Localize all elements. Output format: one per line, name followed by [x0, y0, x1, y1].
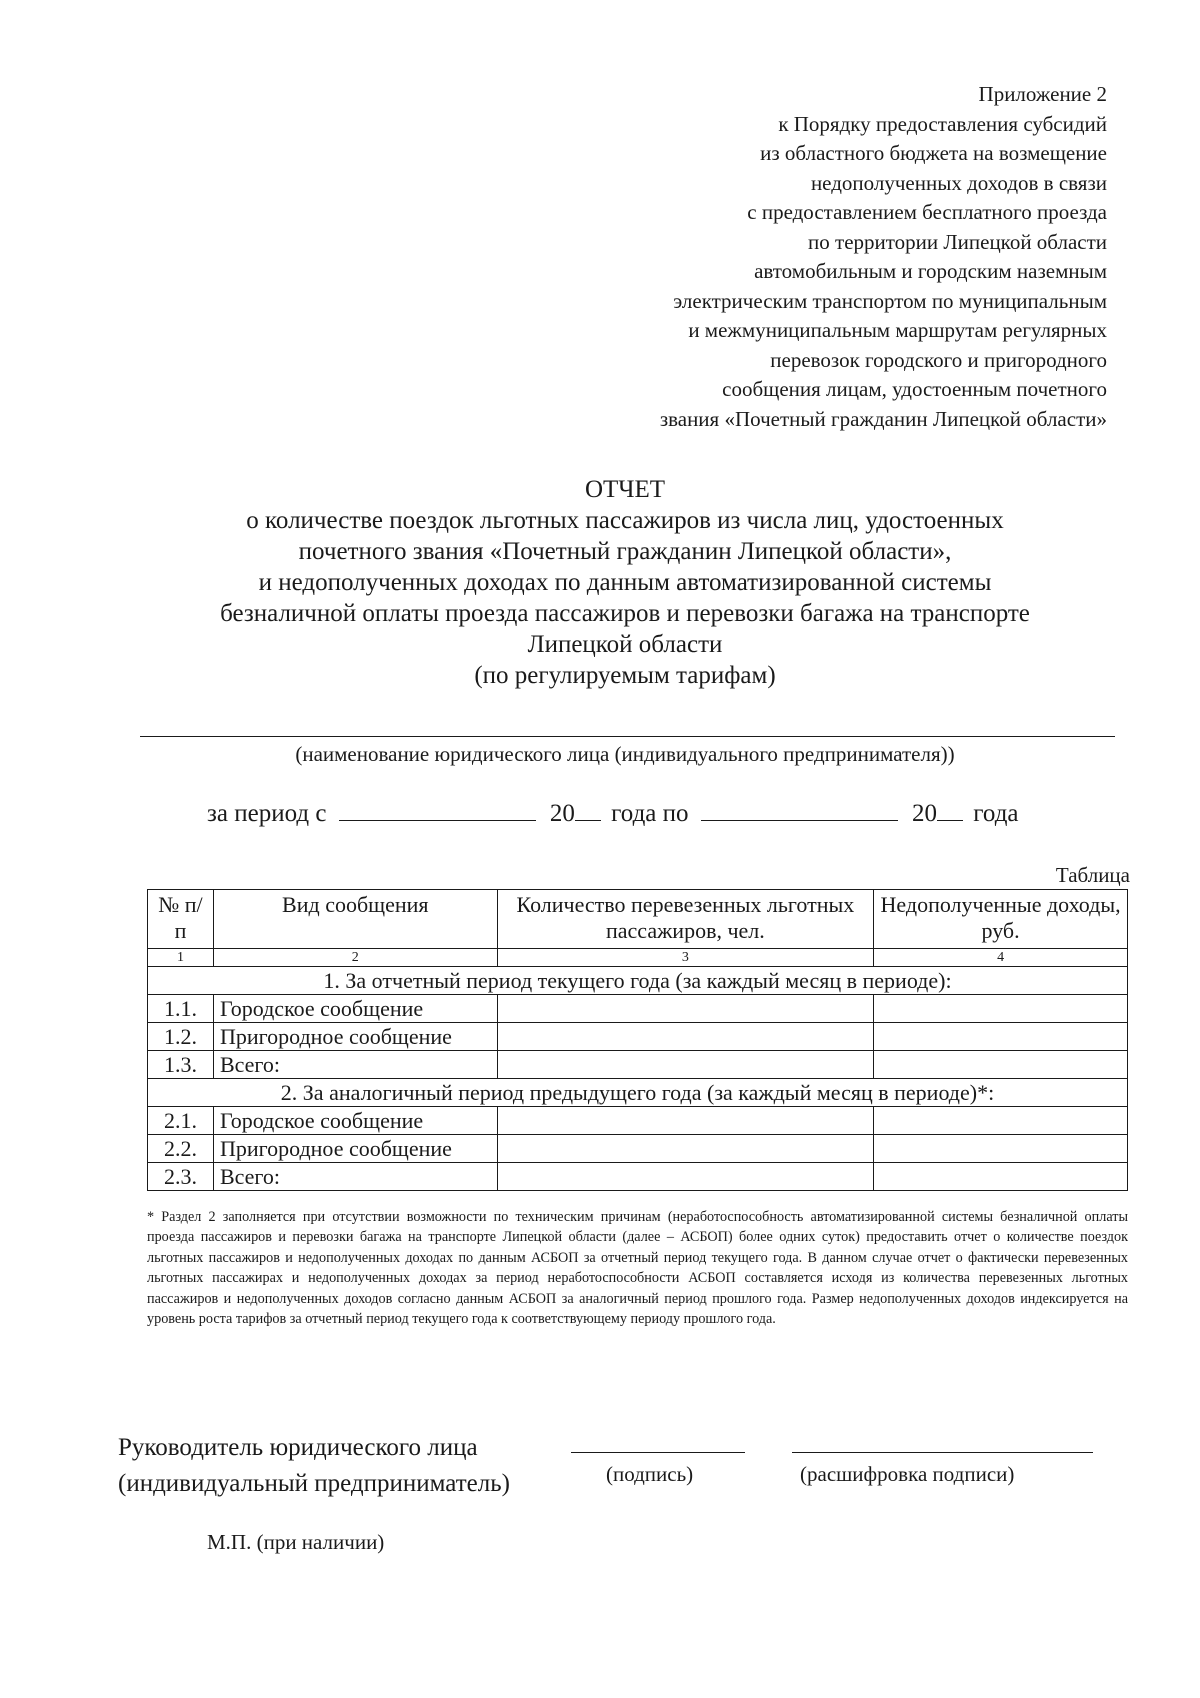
signature-caption: (подпись) [606, 1462, 694, 1486]
lost-income-cell[interactable] [874, 995, 1128, 1023]
report-subtitle-line: и недополученных доходах по данным автоматизированной системы [258, 569, 992, 596]
report-title: ОТЧЕТ [584, 476, 666, 503]
header-type: Вид сообщения [213, 890, 497, 949]
signature-label [118, 1430, 510, 1502]
appendix-line: звания «Почетный гражданин Липецкой области» [659, 406, 1107, 431]
appendix-line: перевозок городского и пригородного [770, 347, 1107, 372]
column-number: 1 [148, 949, 214, 967]
table-header-row [148, 890, 1128, 949]
passengers-cell[interactable] [497, 1163, 874, 1191]
lost-income-cell[interactable] [874, 1023, 1128, 1051]
appendix-line: автомобильным и городским наземным [754, 259, 1107, 283]
lost-income-cell[interactable] [874, 1051, 1128, 1079]
footnote: * Раздел 2 заполняется при отсутствии возможности по техническим причинам (неработоспособность автоматизированной системы безналичной оплаты проезда пассажиров и перевозки багажа на транспорте Липецкой области (далее – АСБОП) более одних суток) предоставить отчет о количестве поездок льготных пассажиров и недополученных доходах по данным АСБОП за отчетный период текущего года. В данном случае отчет о фактически перевезенных льготных пассажирах и недополученных доходах за период неработоспособности АСБОП составляется исходя из количества перевезенных льготных пассажиров и недополученных доходов согласно данным АСБОП за аналогичный период прошлого года. Размер недополученных доходов индексируется на уровень роста тарифов за отчетный период текущего года к соответствующему периоду прошлого года. [147, 1209, 1128, 1328]
appendix-header [660, 80, 1107, 434]
section-1-title: 1. За отчетный период текущего года (за каждый месяц в периоде): [148, 967, 1128, 995]
report-title-block [130, 474, 1120, 691]
report-subtitle-line: о количестве поездок льготных пассажиров из числа лиц, удостоенных [246, 507, 1004, 534]
row-number: 2.2. [148, 1135, 214, 1163]
row-type: Городское сообщение [213, 1107, 497, 1135]
period-to-blank[interactable] [701, 802, 898, 821]
header-number: № п/п [148, 890, 214, 949]
table-row [148, 1135, 1128, 1163]
appendix-line: из областного бюджета на возмещение [760, 141, 1107, 165]
signature-field-line[interactable] [571, 1452, 745, 1453]
signature-decode-field-line[interactable] [792, 1452, 1093, 1453]
row-number: 2.3. [148, 1163, 214, 1191]
row-number: 1.2. [148, 1023, 214, 1051]
table-row [148, 1163, 1128, 1191]
period-year-prefix-2: 20 [912, 800, 938, 827]
passengers-cell[interactable] [497, 1107, 874, 1135]
period-year-label: года [973, 800, 1019, 827]
period-from-label: за период с [207, 800, 327, 827]
org-name-field-line[interactable] [140, 736, 1115, 737]
lost-income-cell[interactable] [874, 1135, 1128, 1163]
org-name-caption: (наименование юридического лица (индивидуального предпринимателя)) [295, 742, 955, 766]
column-number: 4 [874, 949, 1128, 967]
seal-note: М.П. (при наличии) [207, 1530, 385, 1554]
report-subtitle-line: почетного звания «Почетный гражданин Липецкой области», [298, 538, 952, 565]
table-section-row [148, 967, 1128, 995]
appendix-line: электрическим транспортом по муниципальным [673, 288, 1107, 313]
report-subtitle-line: Липецкой области [527, 631, 723, 658]
table-row [148, 1107, 1128, 1135]
signature-label-line-2: (индивидуальный предприниматель) [118, 1470, 510, 1497]
passengers-cell[interactable] [497, 995, 874, 1023]
period-from-blank[interactable] [339, 802, 536, 821]
appendix-line: по территории Липецкой области [808, 229, 1107, 254]
row-type: Пригородное сообщение [213, 1135, 497, 1163]
table-row [148, 995, 1128, 1023]
period-year-blank[interactable] [575, 802, 601, 821]
row-number: 2.1. [148, 1107, 214, 1135]
passengers-cell[interactable] [497, 1023, 874, 1051]
header-passengers: Количество перевезенных льготных пассажиров, чел. [497, 890, 874, 949]
appendix-line: недополученных доходов в связи [810, 170, 1107, 195]
appendix-line: сообщения лицам, удостоенным почетного [722, 377, 1107, 401]
column-number: 3 [497, 949, 874, 967]
row-number: 1.3. [148, 1051, 214, 1079]
report-table [147, 889, 1128, 1191]
signature-decode-caption: (расшифровка подписи) [800, 1462, 1015, 1486]
lost-income-cell[interactable] [874, 1163, 1128, 1191]
column-number: 2 [213, 949, 497, 967]
table-column-numbers-row [148, 949, 1128, 967]
period-line [207, 800, 1019, 828]
appendix-line: Приложение 2 [978, 82, 1107, 106]
row-type: Городское сообщение [213, 995, 497, 1023]
appendix-line: к Порядку предоставления субсидий [778, 111, 1107, 136]
appendix-line: и межмуниципальным маршрутам регулярных [688, 318, 1107, 342]
section-2-title: 2. За аналогичный период предыдущего года (за каждый месяц в периоде)*: [148, 1079, 1128, 1107]
table-row [148, 1023, 1128, 1051]
period-to-label: года по [611, 800, 689, 827]
period-year-blank-2[interactable] [937, 802, 963, 821]
header-lost-income: Недополученные доходы, руб. [874, 890, 1128, 949]
table-caption: Таблица [1055, 863, 1130, 887]
period-year-prefix: 20 [549, 800, 575, 827]
passengers-cell[interactable] [497, 1051, 874, 1079]
report-subtitle-line: (по регулируемым тарифам) [474, 662, 776, 689]
row-type: Всего: [213, 1051, 497, 1079]
passengers-cell[interactable] [497, 1135, 874, 1163]
row-type: Всего: [213, 1163, 497, 1191]
signature-label-line-1: Руководитель юридического лица [118, 1434, 478, 1461]
row-number: 1.1. [148, 995, 214, 1023]
table-row [148, 1051, 1128, 1079]
table-section-row [148, 1079, 1128, 1107]
lost-income-cell[interactable] [874, 1107, 1128, 1135]
appendix-line: с предоставлением бесплатного проезда [747, 200, 1107, 224]
report-subtitle-line: безналичной оплаты проезда пассажиров и перевозки багажа на транспорте [220, 600, 1030, 627]
row-type: Пригородное сообщение [213, 1023, 497, 1051]
